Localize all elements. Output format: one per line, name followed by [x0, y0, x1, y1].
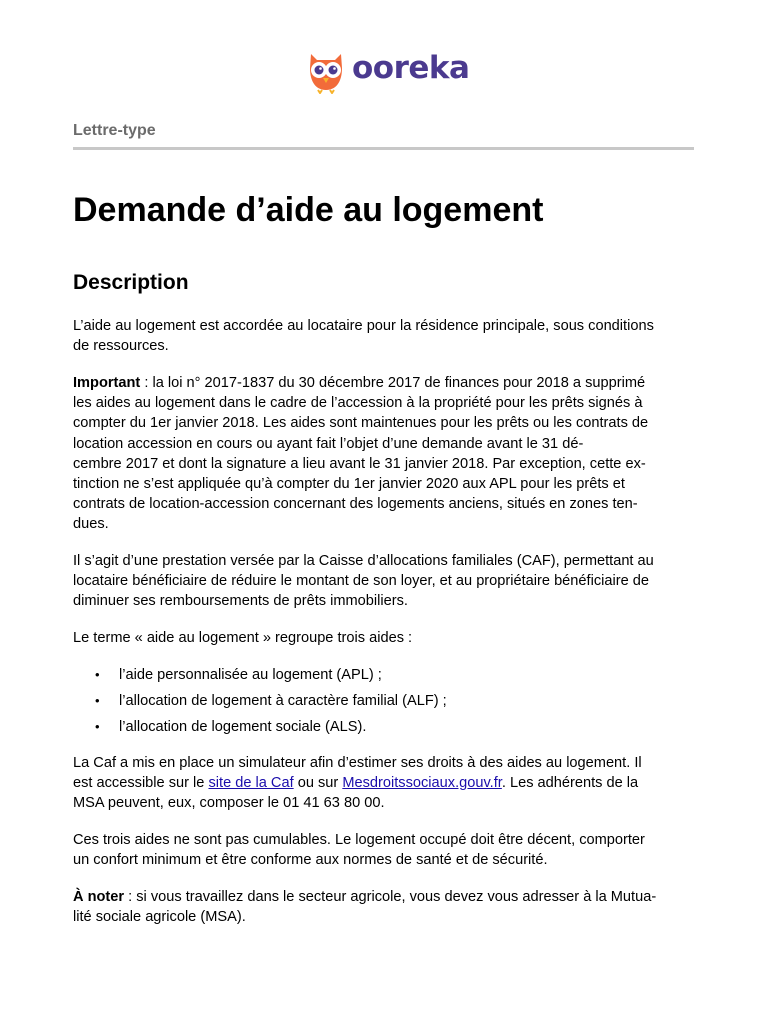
- document-type-label: Lettre-type: [73, 122, 156, 139]
- brand-name: ooreka: [352, 50, 470, 86]
- document-body: [73, 316, 713, 944]
- section-title: Description: [73, 271, 189, 294]
- page-title: Demande d’aide au logement: [73, 191, 544, 229]
- ooreka-logo: [306, 48, 469, 94]
- paragraph-terms: Le terme « aide au logement » regroupe trois aides :: [73, 630, 413, 647]
- owl-icon: [306, 48, 346, 94]
- paragraph-simulator: La Caf a mis en place un simulateur afin d’estimer ses droits à des aides au logement. Il est accessible sur le site de la Caf ou sur Mesdroitssociaux.gouv.fr. Les adhérents de la MSA peuvent, eux, composer le 01 41 63 80 00.: [73, 754, 642, 812]
- paragraph-cumul: Ces trois aides ne sont pas cumulables. Le logement occupé doit être décent, comporter un confort minimum et être conforme aux normes de santé et de sécurité.: [73, 831, 645, 869]
- note-label: À noter: [73, 888, 125, 905]
- list-item: • l’allocation de logement sociale (ALS).: [73, 717, 713, 737]
- list-item: • l’aide personnalisée au logement (APL) ;: [73, 665, 713, 685]
- list-item: • l’allocation de logement à caractère familial (ALF) ;: [73, 691, 713, 711]
- aid-list: [73, 665, 713, 737]
- paragraph-note: À noter : si vous travaillez dans le secteur agricole, vous devez vous adresser à la Mutua- lité sociale agricole (MSA).: [73, 888, 657, 926]
- paragraph-caf: Il s’agit d’une prestation versée par la Caisse d’allocations familiales (CAF), permettant au locataire bénéficiaire de réduire le montant de son loyer, et au propriétaire bénéficiaire de diminuer ses remboursements de prêts immobiliers.: [73, 553, 654, 610]
- mesdroitssociaux-link[interactable]: Mesdroitssociaux.gouv.fr: [342, 775, 502, 792]
- caf-site-link[interactable]: site de la Caf: [208, 775, 294, 792]
- paragraph-intro: L’aide au logement est accordée au locataire pour la résidence principale, sous conditions de ressources.: [73, 318, 654, 355]
- header-divider: [73, 147, 694, 150]
- important-label: Important: [73, 374, 141, 391]
- paragraph-important: Important : la loi n° 2017-1837 du 30 décembre 2017 de finances pour 2018 a supprimé les aides au logement dans le cadre de l’accession à la propriété pour les prêts signés à compter du 1er janvier 2018. Les aides sont maintenues pour les prêts ou les contrats de location accession en cours ou ayant fait l’objet d’une demande avant le 31 dé- cembre 2017 et dont la signature a lieu avant le 31 janvier 2018. Par exception, cette ex- tinction ne s’est appliquée qu’à compter du 1er janvier 2020 aux APL pour les prêts et contrats de location-accession concernant des logements anciens, situés en zones ten- dues.: [73, 374, 649, 533]
